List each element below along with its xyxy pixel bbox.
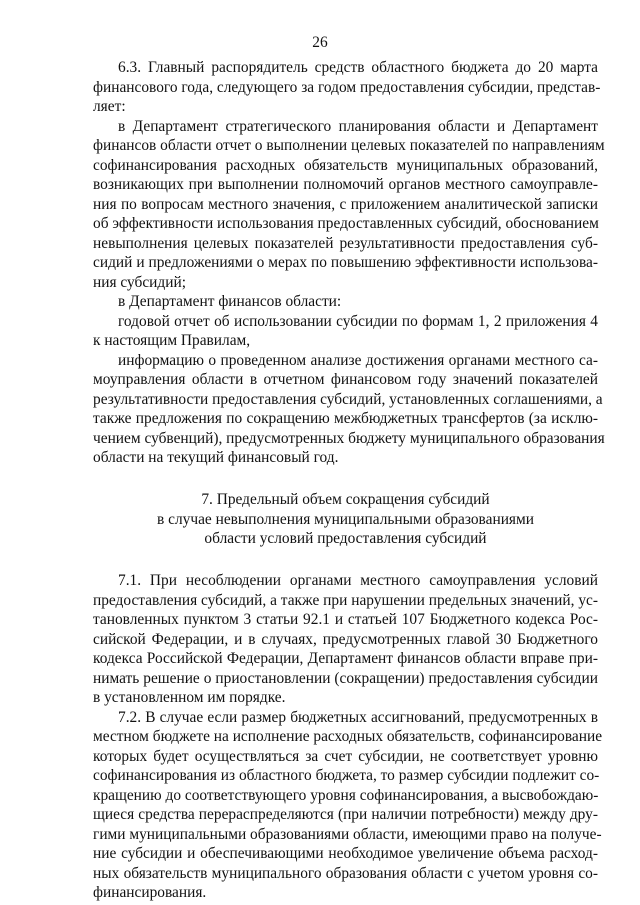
text-line: результативности предоставления субсидий, установленных соглашениями, а — [93, 391, 603, 408]
text-line: ния по вопросам местного значения, с приложением аналитической записки — [93, 196, 598, 213]
text-line: 6.3. Главный распорядитель средств областного бюджета до 20 марта — [118, 59, 598, 76]
text-line: тановленных пунктом 3 статьи 92.1 и статьей 107 Бюджетного кодекса Рос- — [93, 611, 598, 628]
text-line: сийской Федерации, и в случаях, предусмотренных главой 30 Бюджетного — [93, 631, 598, 648]
text-line: также предложения по сокращению межбюджетных трансфертов (за исклю- — [93, 410, 598, 427]
text-line: щиеся средства перераспределяются (при наличии потребности) между дру- — [93, 806, 598, 823]
text-line: предоставления субсидий, а также при нарушении предельных значений, ус- — [93, 592, 598, 609]
text-line: которых будет осуществляться за счет субсидии, не соответствует уровню — [93, 748, 598, 765]
text-line: финансов области отчет о выполнении целевых показателей по направлениям — [93, 137, 605, 154]
text-line: в установленном им порядке. — [93, 689, 286, 706]
section-heading: в случае невыполнения муниципальными образованиями — [157, 511, 534, 528]
text-line: области на текущий финансовый год. — [93, 449, 339, 466]
text-line: гими муниципальными образованиями области, имеющими право на получе- — [93, 826, 602, 843]
text-line: в Департамент стратегического планирования области и Департамент — [118, 118, 598, 135]
text-line: кодекса Российской Федерации, Департамент финансов области вправе при- — [93, 650, 598, 667]
text-line: годовой отчет об использовании субсидии по формам 1, 2 приложения 4 — [118, 313, 598, 330]
text-line: возникающих при выполнении полномочий органов местного самоуправле- — [93, 176, 598, 193]
text-line: кращению до соответствующего уровня софинансирования, а высвобождаю- — [93, 787, 599, 804]
section-heading: 7. Предельный объем сокращения субсидий — [201, 491, 490, 508]
text-line: чением субвенций), предусмотренных бюджету муниципального образования — [93, 430, 605, 447]
text-line: невыполнения целевых показателей результативности предоставления суб- — [93, 235, 598, 252]
text-line: ных обязательств муниципального образования области с учетом уровня со- — [93, 865, 598, 882]
text-line: софинансирования расходных обязательств муниципальных образований, — [93, 157, 598, 174]
text-line: к настоящим Правилам, — [93, 332, 251, 349]
text-line: моуправления области в отчетном финансовом году значений показателей — [93, 371, 598, 388]
text-line: ляет: — [93, 98, 126, 115]
text-line: информацию о проведенном анализе достижения органами местного са- — [118, 352, 598, 369]
text-line: в Департамент финансов области: — [118, 293, 342, 310]
text-line: об эффективности использования предоставленных субсидий, обоснованием — [93, 215, 599, 232]
text-line: 7.2. В случае если размер бюджетных ассигнований, предусмотренных в — [118, 709, 598, 726]
text-line: нимать решение о приостановлении (сокращении) предоставления субсидии — [93, 670, 598, 687]
page-number: 26 — [312, 34, 328, 51]
section-heading: области условий предоставления субсидий — [204, 530, 487, 547]
text-line: финансирования. — [93, 884, 207, 901]
text-line: ния субсидий; — [93, 274, 186, 291]
text-line: сидий и предложениями о мерах по повышению эффективности использова- — [93, 254, 598, 271]
text-line: финансового года, следующего за годом предоставления субсидии, представ- — [93, 79, 601, 96]
text-line: ние субсидии и обеспечивающими необходимое увеличение объема расход- — [93, 845, 598, 862]
text-line: местном бюджете на исполнение расходных обязательств, софинансирование — [93, 728, 603, 745]
text-line: 7.1. При несоблюдении органами местного самоуправления условий — [118, 572, 598, 589]
text-line: софинансирования из областного бюджета, то размер субсидии подлежит со- — [93, 767, 600, 784]
